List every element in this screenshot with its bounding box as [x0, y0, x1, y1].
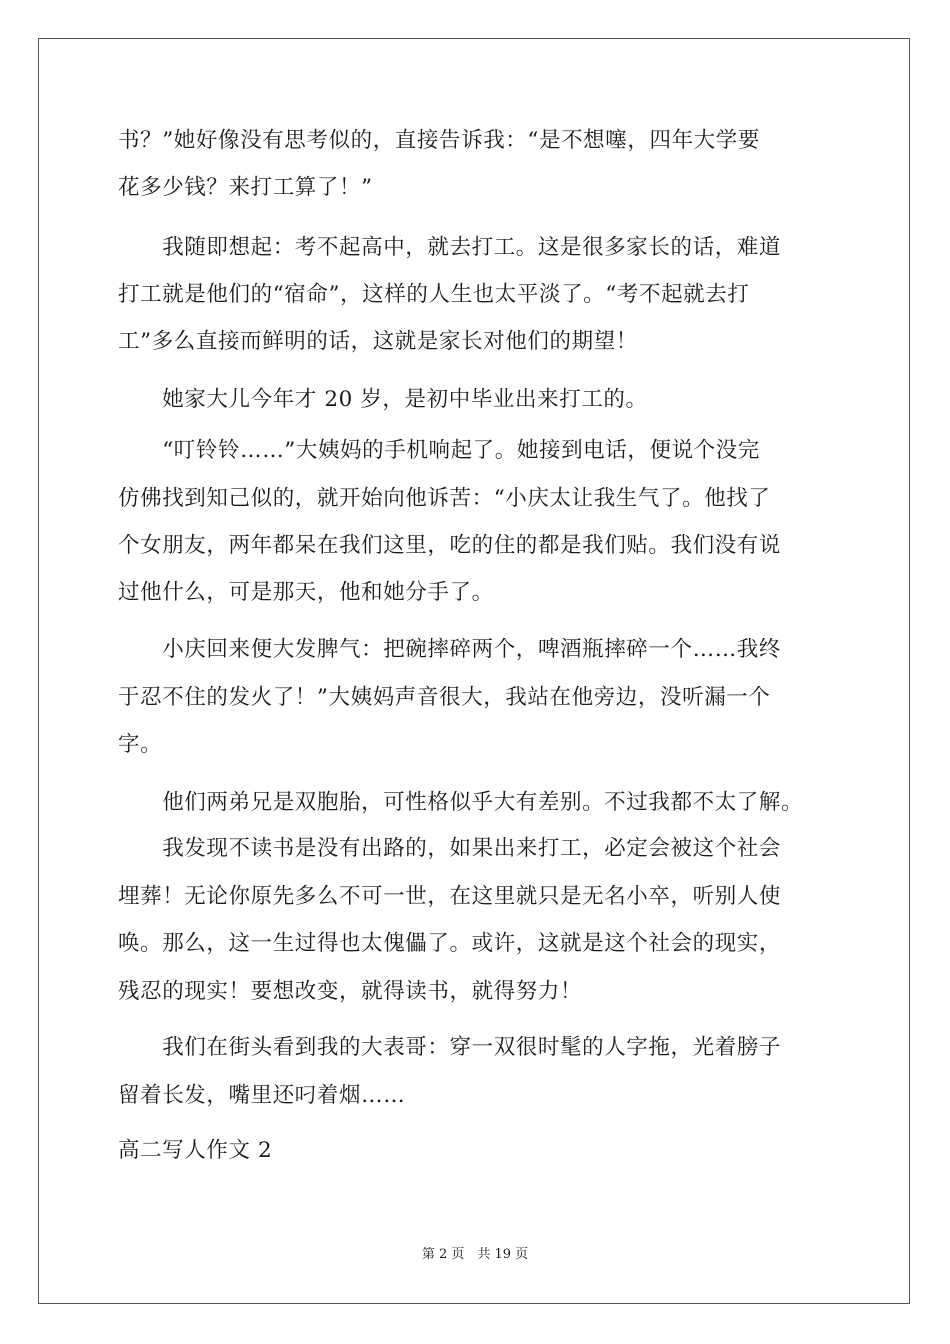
text-line: 小庆回来便大发脾气：把碗摔碎两个，啤酒瓶摔碎一个……我终	[118, 637, 782, 662]
text-line: 花多少钱？来打工算了！”	[118, 175, 373, 200]
text-line: 工”多么直接而鲜明的话，这就是家长对他们的期望！	[118, 329, 638, 354]
text-line: 书？”她好像没有思考似的，直接告诉我：“是不想噻，四年大学要	[118, 128, 760, 153]
text-line: 她家大儿今年才 20 岁，是初中毕业出来打工的。	[118, 387, 648, 412]
text-line: 留着长发，嘴里还叼着烟……	[118, 1083, 406, 1108]
text-line: 过他什么，可是那天，他和她分手了。	[118, 580, 494, 605]
text-line: 残忍的现实！要想改变，就得读书，就得努力！	[118, 979, 583, 1004]
text-line: 我发现不读书是没有出路的，如果出来打工，必定会被这个社会	[118, 836, 782, 861]
page-footer: 第 2 页 共 19 页	[421, 1247, 529, 1262]
text-line: 仿佛找到知己似的，就开始向他诉苦：“小庆太让我生气了。他找了	[118, 486, 771, 511]
text-line: “叮铃铃……”大姨妈的手机响起了。她接到电话，便说个没完	[118, 438, 760, 463]
text-line: 于忍不住的发火了！”大姨妈声音很大，我站在他旁边，没听漏一个	[118, 685, 771, 710]
text-line: 他们两弟兄是双胞胎，可性格似乎大有差别。不过我都不太了解。	[118, 790, 804, 815]
text-line: 我随即想起：考不起高中，就去打工。这是很多家长的话，难道	[118, 235, 782, 260]
text-line: 打工就是他们的“宿命”，这样的人生也太平淡了。“考不起就去打	[118, 282, 750, 307]
text-line: 我们在街头看到我的大表哥：穿一双很时髦的人字拖，光着膀子	[118, 1035, 782, 1060]
text-line: 个女朋友，两年都呆在我们这里，吃的住的都是我们贴。我们没有说	[118, 533, 782, 558]
text-line: 埋葬！无论你原先多么不可一世，在这里就只是无名小卒，听别人使	[118, 884, 782, 909]
text-line: 唤。那么，这一生过得也太傀儡了。或许，这就是这个社会的现实，	[118, 931, 782, 956]
text-line: 字。	[118, 732, 163, 757]
page-border	[38, 38, 910, 1304]
section-heading: 高二写人作文 2	[118, 1138, 273, 1163]
